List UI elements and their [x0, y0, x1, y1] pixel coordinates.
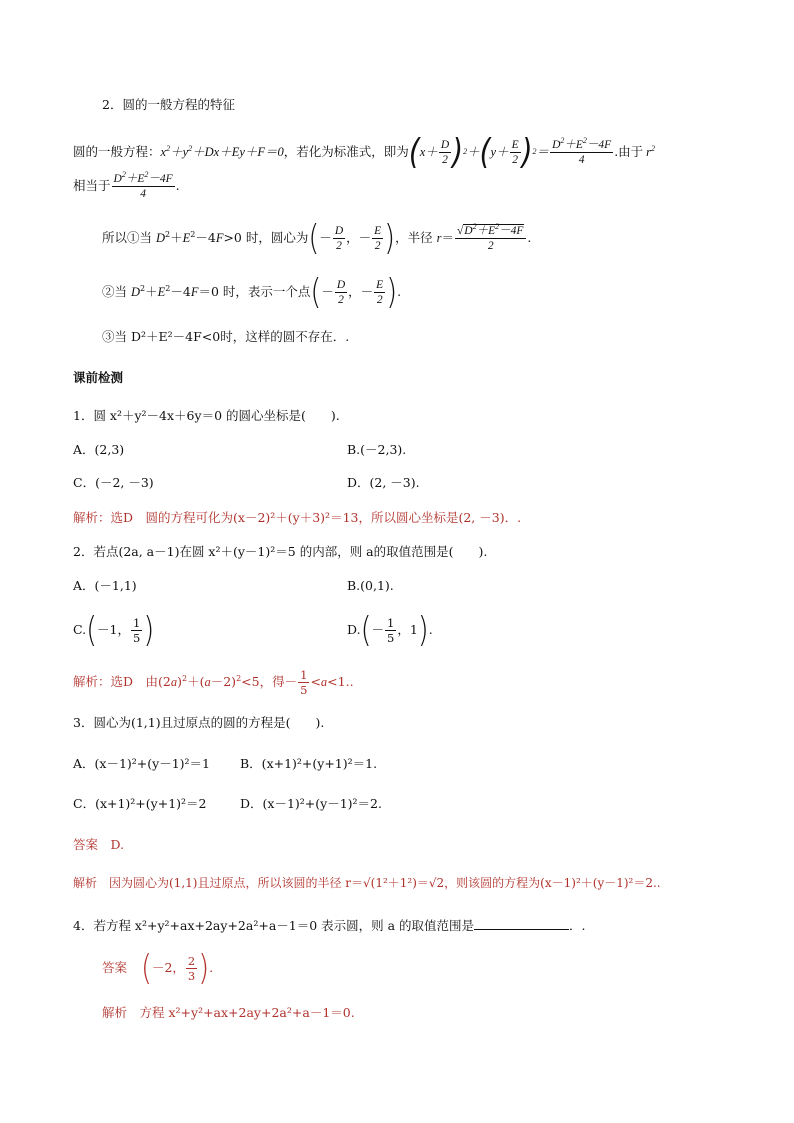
q1-option-a: A．(2,3): [73, 442, 125, 457]
q3-option-a: A．(x－1)²+(y－1)²＝1: [73, 756, 210, 771]
radius-squared-fraction: $\frac{D^2+E^2-4F}{4}$: [113, 169, 173, 200]
case-1: 所以①当 $D^2+E^2-4F>0$ 时，圆心为 ( － $\frac{D}{2}$ ，－ $\frac{E}{2}$ ) ，半径 r＝ $\frac{√D^2+E^2-4F}{2}$ .: [102, 216, 532, 258]
quiz-heading: 课前检测: [73, 370, 124, 385]
q1-solution: 解析：选D 圆的方程可化为(x－2)²＋(y＋3)²＝13，所以圆心坐标是(2, －3)．.: [73, 510, 522, 525]
q2-option-a: A．(－1,1): [73, 578, 137, 593]
section-title: 2．圆的一般方程的特征: [102, 97, 235, 112]
since-label: .由于: [614, 144, 644, 159]
q2-stem: 2．若点(2a, a－1)在圆 x²＋(y－1)²＝5 的内部，则 a的取值范围是( ).: [73, 544, 488, 559]
intro-label: 圆的一般方程：: [73, 144, 161, 159]
equivalent-line: 相当于 $\frac{D^2+E^2-4F}{4}$ .: [73, 169, 180, 200]
q3-option-b: B．(x+1)²+(y+1)²＝1.: [240, 756, 378, 771]
q4-answer-blank: [474, 917, 569, 930]
q2-option-b: B.(0,1).: [347, 578, 394, 593]
q4-stem-text: 4．若方程 x²+y²+ax+2ay+2a²+a－1＝0 表示圆，则 a 的取值范围是: [73, 918, 475, 933]
q2-option-d: D. ( － $\frac{1}{5}$ ，1 ) .: [347, 608, 433, 650]
q4-stem: [73, 917, 586, 935]
intro-transition: ，若化为标准式，即为: [283, 144, 409, 159]
q3-option-d: D．(x－1)²+(y－1)²＝2.: [240, 796, 382, 811]
q4-answer: 答案 ( －2， $\frac{2}{3}$ ) .: [102, 946, 214, 988]
q4-analysis: 解析 方程 x²+y²+ax+2ay+2a²+a－1＝0.: [102, 1005, 355, 1020]
standard-form: ( x＋ $\frac{D}{2}$ ) 2 ＋ ( y＋ $\frac{E}{2}$ ) 2 ＝ $\frac{D^2+E^2-4F}{4}$: [408, 130, 612, 172]
general-equation-intro: 圆的一般方程： $x^2+y^2+Dx+Ey+F=0$ ，若化为标准式，即为 ( x＋ $\frac{D}{2}$ ) 2 ＋ ( y＋ $\frac{E}{2}$ ) 2 ＝ $\frac{D^2+E^2-4F}{4}$ .由于 $r^2$: [73, 130, 656, 172]
q2-option-c: C. ( －1， $\frac{1}{5}$ ): [73, 608, 155, 650]
q3-stem: 3．圆心为(1,1)且过原点的圆的方程是( ).: [73, 715, 325, 730]
q1-option-b: B.(－2,3).: [347, 442, 407, 457]
q2-solution: 解析：选D 由$(2a)^2+(a-2)^2<5$，得－ $\frac{1}{5}$ <a<1..: [73, 667, 354, 697]
case-3: ③当 D²＋E²－4F<0时，这样的圆不存在．.: [102, 329, 350, 344]
q3-analysis: 解析 因为圆心为(1,1)且过原点，所以该圆的半径 r＝√(1²＋1²)＝√2，则该圆的方程为(x－1)²＋(y－1)²＝2..: [73, 876, 661, 890]
general-equation: $x^2+y^2+Dx+Ey+F=0$: [160, 144, 284, 159]
q4-stem-tail: ．.: [569, 918, 586, 933]
case-2: ②当 $D^2+E^2-4F=0$ 时，表示一个点 ( － $\frac{D}{2}$ ，－ $\frac{E}{2}$ ) .: [102, 270, 402, 312]
equivalent-label: 相当于: [73, 178, 111, 193]
q1-option-c: C．(－2, －3): [73, 475, 154, 490]
q3-answer: 答案 D.: [73, 837, 125, 852]
q1-option-d: D．(2, －3).: [347, 475, 420, 490]
q1-stem: 1．圆 x²＋y²－4x＋6y＝0 的圆心坐标是( ).: [73, 408, 340, 423]
q4-answer-label: 答案: [102, 960, 128, 975]
q3-option-c: C．(x+1)²+(y+1)²＝2: [73, 796, 207, 811]
